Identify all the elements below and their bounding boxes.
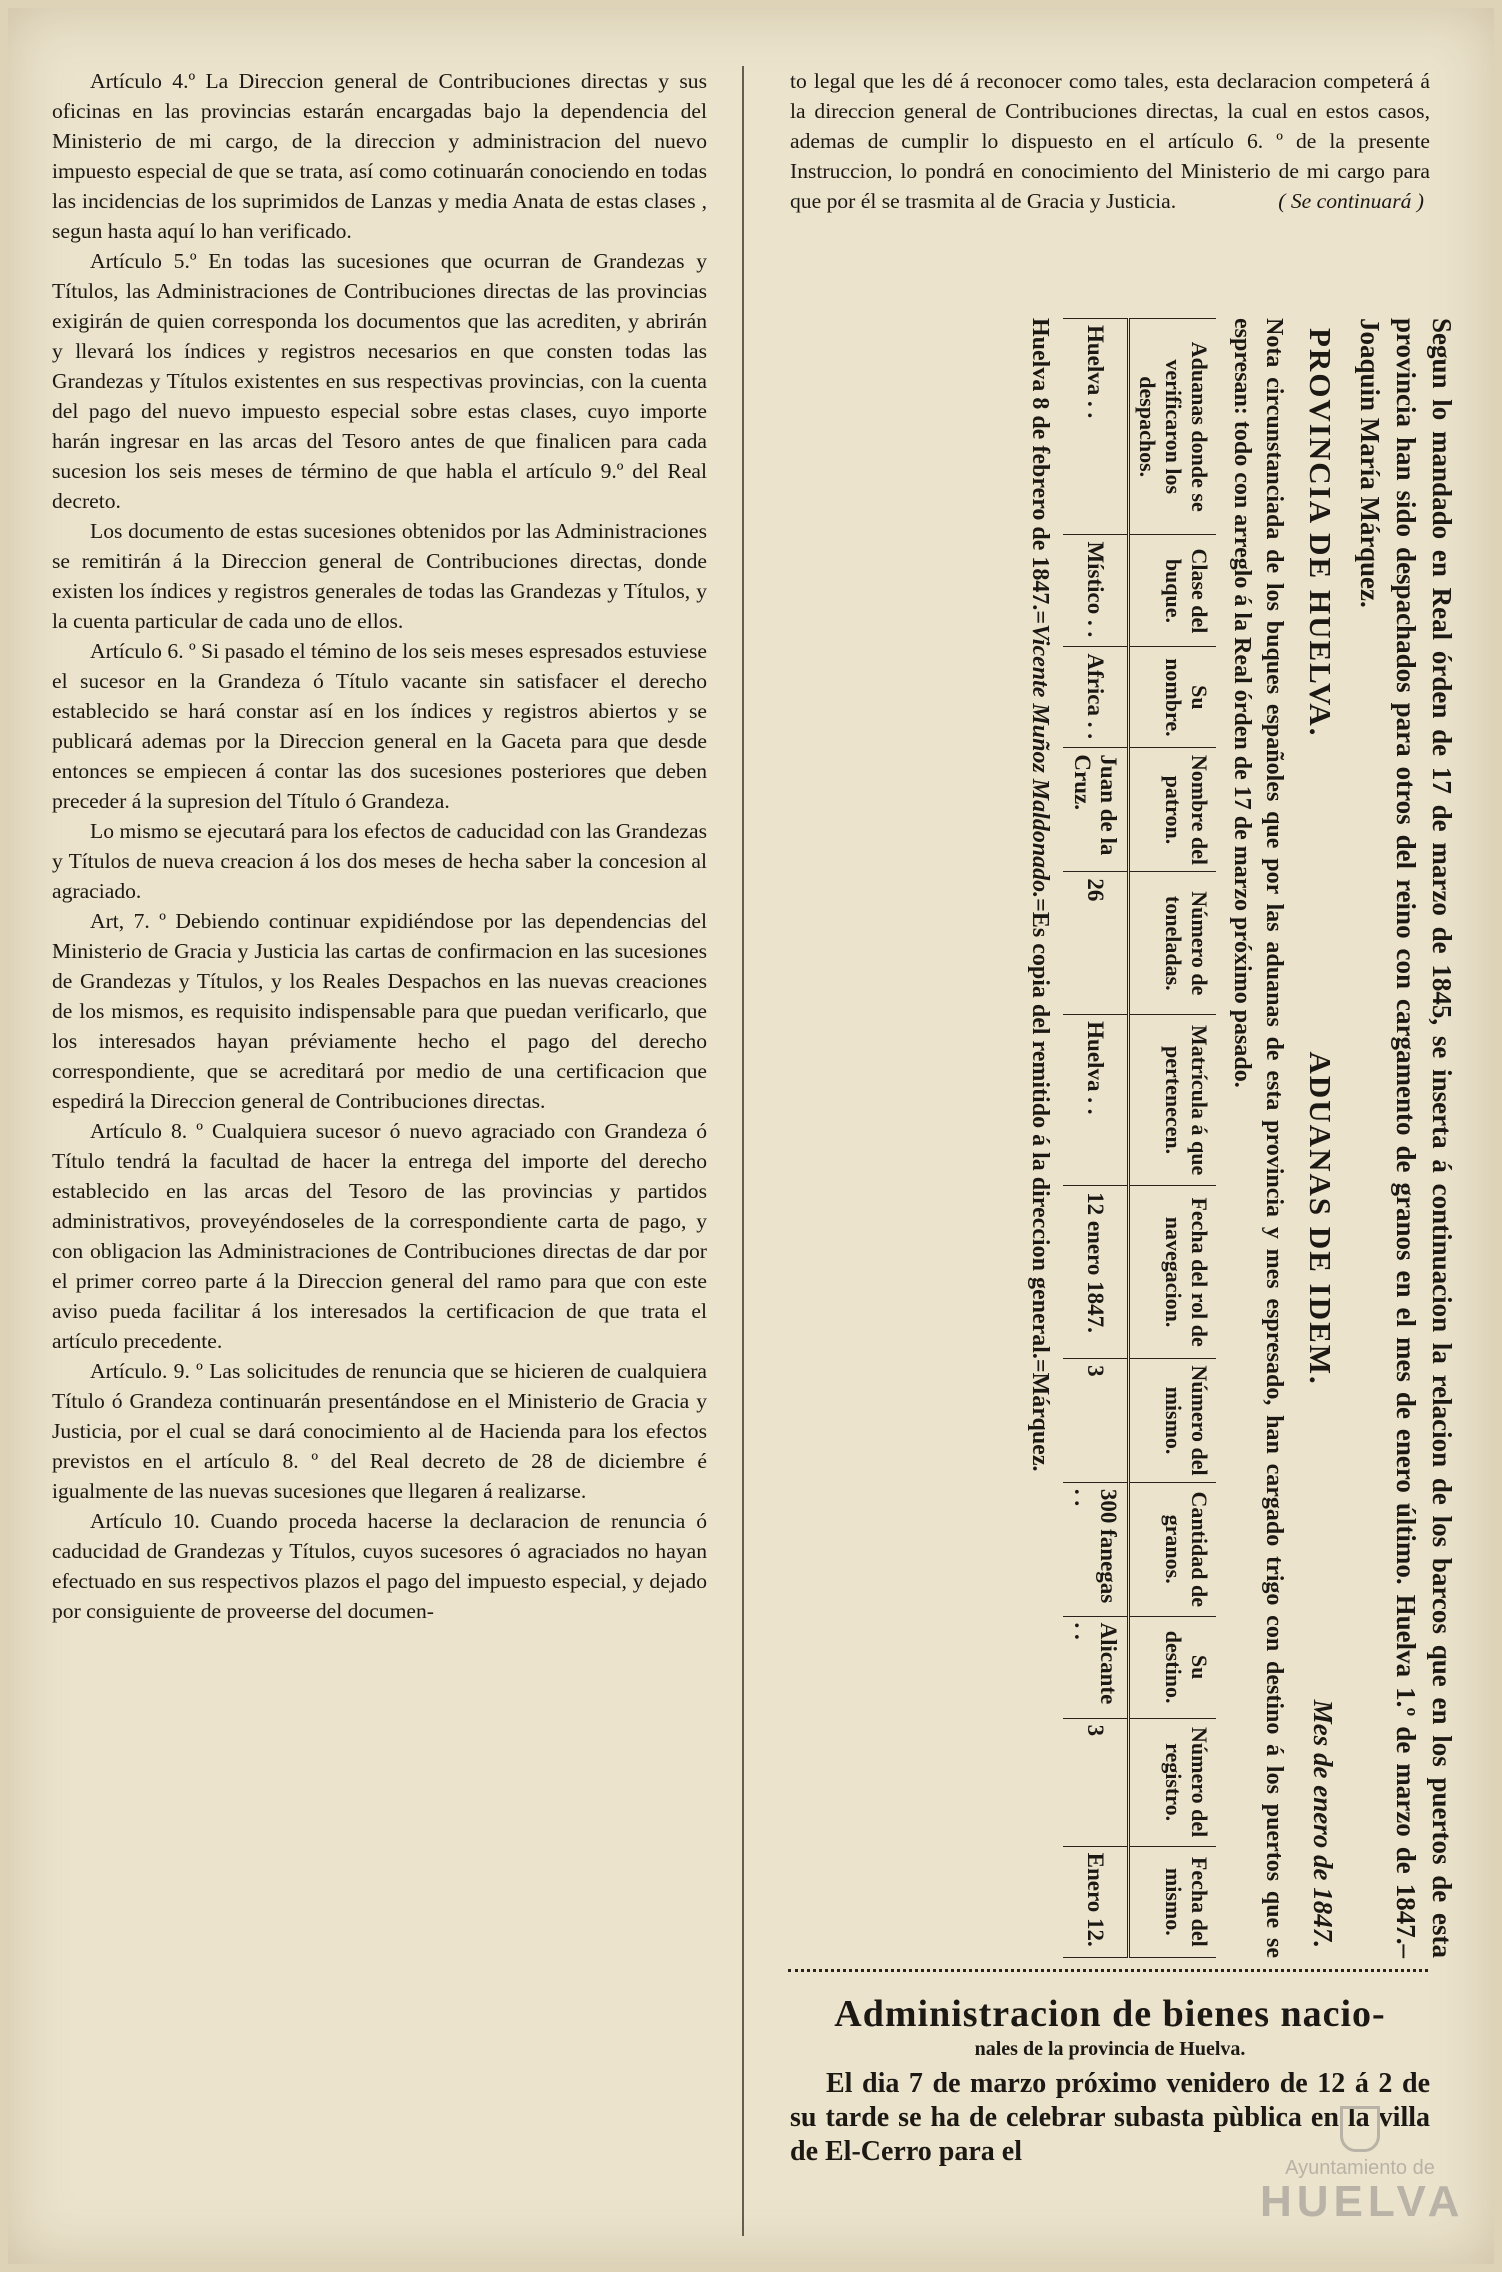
report-intro: Segun lo mandado en Real órden de 17 de marzo de 1845, se inserta á continuacion la relacion de los barcos que en los puertos de esta provincia han sido despachados para otros del reino con cargamento de granos en el mes de enero último. Huelva 1.º de marzo de 1847.–Joaquin María Márquez. — [1355, 318, 1457, 1958]
column-divider — [742, 66, 744, 2236]
dotted-separator — [788, 1969, 1428, 1982]
cell-fecha-rol: 12 enero 1847. — [1063, 1186, 1129, 1359]
article-6: Artículo 6. º Si pasado el témino de los seis meses espresados estuviese el sucesor en la Grandeza ó Título vacante sin satisfacer el derecho establecido se hará constar así en los índices y registros abiertos y se publicará ademas por la Direccion general en la Gaceta para que desde entonces se empiecen á contar las dos sucesiones posteriores que deben preceder á la supresion del Título ó Grandeza. — [52, 639, 707, 813]
article-8: Artículo 8. º Cualquiera sucesor ó nuevo agraciado con Grandeza ó Título tendrá la facultad de hacer la entrega del importe del derecho establecido en las arcas del Tesoro de las provincias y partidos administrativos, proveyéndoseles de la correspondiente carta de pago, y con obligacion las Administraciones de Contribuciones directas de dar por el primer correo parte á la Direccion general del ramo para que con este aviso pueda facilitar á los interesados la certificacion de que trata el artículo precedente. — [52, 1119, 707, 1353]
col-numero-mismo: Número del mismo. — [1129, 1359, 1217, 1483]
col-nombre: Su nombre. — [1129, 647, 1217, 748]
rotated-grain-report — [780, 308, 1470, 1973]
watermark-line-1: Ayuntamiento de — [1285, 2157, 1435, 2179]
article-7: Art, 7. º Debiendo continuar expidiéndose por las dependencias del Ministerio de Gracia y Justicia las cartas de confirmacion en las sucesiones de Grandezas y Títulos, y los Reales Despachos en las nuevas creaciones de los mismos, es requisito indispensable para que puedan verificarlo, que los interesados hayan préviamente hecho el pago del derecho correspondiente, que se acreditará por medio de una certificacion que espedirá la Direccion general de Contribuciones directas. — [52, 909, 707, 1113]
cell-nombre: Africa . . — [1063, 647, 1129, 748]
article-5-documents: Los documento de estas sucesiones obtenidos por las Administraciones se remitirán á la Direccion general de Contribuciones directas, donde existen los índices y registros generales de todas las Grandezas y Títulos, y la cuenta particular de cada uno de ellos. — [52, 519, 707, 633]
notice-subtitle: nales de la provincia de Huelva. — [974, 2038, 1246, 2060]
cell-granos: 300 fanegas . . — [1063, 1482, 1129, 1616]
col-fecha-registro: Fecha del mismo. — [1129, 1846, 1217, 1957]
cell-matricula: Huelva . . — [1063, 1015, 1129, 1186]
signature-rest: =Es copia del remitido á la direccion general.=Márquez. — [1027, 898, 1053, 1472]
report-signature: Huelva 8 de febrero de 1847.=Vicente Muñoz Maldonado.=Es copia del remitido á la direccion general.=Márquez. — [1027, 318, 1053, 1472]
cell-numero-mismo: 3 — [1063, 1359, 1129, 1483]
aduanas-heading: ADUANAS DE IDEM. — [1303, 1051, 1338, 1386]
signature-place: Huelva 8 de febrero de 1847. — [1027, 318, 1053, 611]
province-heading: PROVINCIA DE HUELVA. — [1303, 328, 1338, 738]
table-header-row — [1129, 319, 1217, 1958]
col-destino: Su destino. — [1129, 1616, 1217, 1718]
report-headings — [1302, 328, 1338, 1948]
notice-title: Administracion de bienes nacio- — [834, 1993, 1386, 2035]
shipments-table — [1063, 318, 1216, 1958]
col-fecha-rol: Fecha del rol de navegacion. — [1129, 1186, 1217, 1359]
signature-name: Vicente Muñoz Maldonado. — [1027, 624, 1053, 899]
col-toneladas: Número de toneladas. — [1129, 872, 1217, 1015]
cell-patron: Juan de la Cruz. — [1063, 748, 1129, 872]
table-row — [1063, 319, 1129, 1958]
cell-destino: Alicante . . — [1063, 1616, 1129, 1718]
watermark-line-2: HUELVA — [1260, 2177, 1465, 2226]
right-column-continuation — [790, 66, 1430, 216]
article-6-caducidad: Lo mismo se ejecutará para los efectos de caducidad con las Grandezas y Títulos de nueva creacion á los dos meses de hecha saber la concesion al agraciado. — [52, 819, 707, 903]
col-registro: Número del registro. — [1129, 1718, 1217, 1846]
continuation-note: ( Se continuará ) — [1278, 189, 1424, 213]
col-aduanas: Aduanas donde se verificaron los despachos. — [1129, 319, 1217, 535]
report-note: Nota circunstanciada de los buques españoles que por las aduanas de esta provincia y mes espresado, han cargado trigo con destino á los puertos que se espresan: todo con arreglo á la Real órden de 17 de marzo próximo pasado. — [1229, 318, 1287, 1958]
cell-clase: Místico . . — [1063, 535, 1129, 647]
month-heading: Mes de enero de 1847. — [1308, 1699, 1338, 1948]
col-matricula: Matrícula á que pertenecen. — [1129, 1015, 1217, 1186]
col-clase: Clase del buque. — [1129, 535, 1217, 647]
watermark — [1260, 2106, 1465, 2226]
article-10-continued: to legal que les dé á reconocer como tales, esta declaracion competerá á la direccion general de Contribuciones directas, la cual en estos casos, ademas de cumplir lo dispuesto en el artículo 6. º de la presente Instruccion, lo pondrá en conocimiento del Ministerio de mi cargo para que por él se trasmita al de Gracia y Justicia. ( Se continuará ) — [790, 66, 1430, 216]
article-4: Artículo 4.º La Direccion general de Contribuciones directas y sus oficinas en las provincias estarán encargadas bajo la dependencia del Ministerio de mi cargo, de la direccion y administracion del nuevo impuesto especial de que se trata, así como cotinuarán conociendo en todas las incidencias de los suprimidos de Lanzas y media Anata de estas clases , segun hasta aquí lo han verificado. — [52, 69, 707, 243]
col-patron: Nombre del patron. — [1129, 748, 1217, 872]
coat-of-arms-icon — [1340, 2106, 1380, 2152]
left-column — [52, 66, 707, 1626]
article-5: Artículo 5.º En todas las sucesiones que ocurran de Grandezas y Títulos, las Administraciones de Contribuciones directas de las provincias exigirán de quien corresponda los documentos que las acrediten, y abrirán y llevará los índices y registros necesarios en que consten todas las Grandezas y Títulos existentes en sus respectivas provincias, con la cuenta del pago del nuevo impuesto especial sobre estas clases, cuyo importe harán ingresar en las arcas del Tesoro antes de que finalicen para cada sucesion los seis meses de término de que habla el artículo 9.º del Real decreto. — [52, 249, 707, 513]
article-9: Artículo. 9. º Las solicitudes de renuncia que se hicieren de cualquiera Título ó Grandeza continuarán presentándose en el Ministerio de Gracia y Justicia, por el cual se dará conocimiento al de Hacienda para los efectos previstos en el artículo 8. º del Real decreto de 28 de diciembre é igualmente de las nuevas sucesiones que llegaren á realizarse. — [52, 1359, 707, 1503]
cell-aduana: Huelva . . — [1063, 319, 1129, 535]
col-granos: Cantidad de granos. — [1129, 1482, 1217, 1616]
cell-fecha-registro: Enero 12. — [1063, 1846, 1129, 1957]
cell-registro: 3 — [1063, 1718, 1129, 1846]
newspaper-page — [8, 8, 1494, 2264]
cell-toneladas: 26 — [1063, 872, 1129, 1015]
notice-body: El dia 7 de marzo próximo venidero de 12 á 2 de su tarde se ha de celebrar subasta pùblica en la villa de El-Cerro para el — [790, 2068, 1430, 2167]
article-10: Artículo 10. Cuando proceda hacerse la declaracion de renuncia ó caducidad de Grandezas y Títulos, cuyos sucesores ó agraciados no hayan efectuado en sus respectivos plazos el pago del impuesto especial, y dejado por consiguiente de proveerse del documen- — [52, 1509, 707, 1623]
